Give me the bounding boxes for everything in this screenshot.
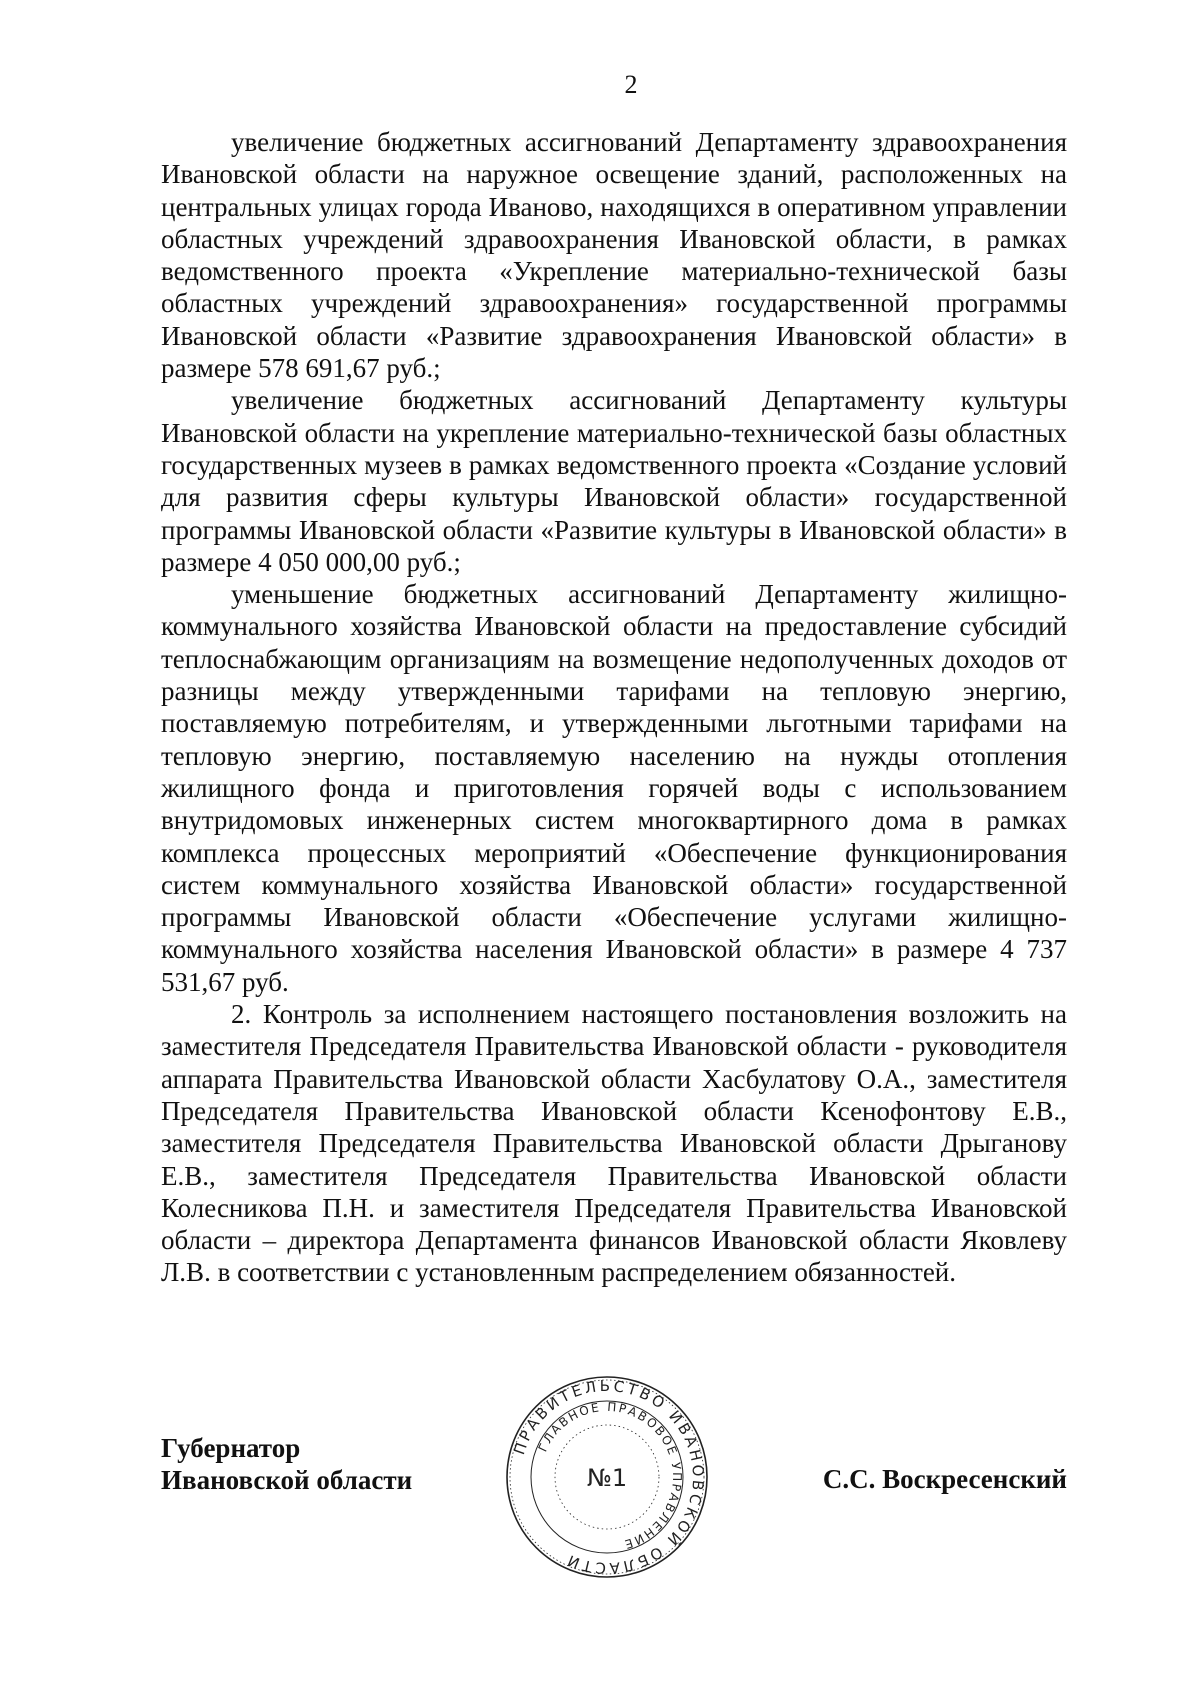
stamp-outer-text: ПРАВИТЕЛЬСТВО ИВАНОВСКОЙ ОБЛАСТИ — [510, 1376, 708, 1578]
paragraph-housing-funding: уменьшение бюджетных ассигнований Департаменту жилищно-коммунального хозяйства Ивановской области на предоставление субсидий теплоснабжающим организациям на возмещение недополученных доходов от разницы между утвержденными тарифами на тепловую энергию, поставляемую потребителям, и утвержденными льготными тарифами на тепловую энергию, поставляемую населению на нужды отопления жилищного фонда и приготовления горячей воды с использованием внутридомовых инженерных систем многоквартирного дома в рамках комплекса процессных мероприятий «Обеспечение функционирования систем коммунального хозяйства Ивановской области» государственной программы Ивановской области «Обеспечение услугами жилищно-коммунального хозяйства населения Ивановской области» в размере 4 737 531,67 руб. — [161, 579, 1067, 997]
signatory-title — [161, 1432, 412, 1496]
official-stamp — [502, 1372, 712, 1582]
signatory-title-line-2: Ивановской области — [161, 1465, 413, 1495]
stamp-inner-text: ГЛАВНОЕ ПРАВОВОЕ УПРАВЛЕНИЕ — [535, 1399, 685, 1552]
signatory-name: С.С. Воскресенский — [822, 1464, 1067, 1494]
paragraph-control: 2. Контроль за исполнением настоящего постановления возложить на заместителя Председателя Правительства Ивановской области - руководителя аппарата Правительства Ивановской области Хасбулатову О.А., заместителя Председателя Правительства Ивановской области Ксенофонтову Е.В., заместителя Председателя Правительства Ивановской области Дрыганову Е.В., заместителя Председателя Правительства Ивановской области Колесникова П.Н. и заместителя Председателя Правительства Ивановской области – директора Департамента финансов Ивановской области Яковлеву Л.В. в соответствии с установленным распределением обязанностей. — [161, 999, 1067, 1288]
paragraph-health-funding: увеличение бюджетных ассигнований Департаменту здравоохранения Ивановской области на наружное освещение зданий, расположенных на центральных улицах города Иваново, находящихся в оперативном управлении областных учреждений здравоохранения Ивановской области, в рамках ведомственного проекта «Укрепление материально-технической базы областных учреждений здравоохранения» государственной программы Ивановской области «Развитие здравоохранения Ивановской области» в размере 578 691,67 руб.; — [161, 127, 1067, 384]
signatory-title-line-1: Губернатор — [161, 1433, 301, 1463]
page-number: 2 — [624, 70, 638, 99]
paragraph-culture-funding: увеличение бюджетных ассигнований Департаменту культуры Ивановской области на укрепление материально-технической базы областных государственных музеев в рамках ведомственного проекта «Создание условий для развития сферы культуры Ивановской области» государственной программы Ивановской области «Развитие культуры в Ивановской области» в размере 4 050 000,00 руб.; — [161, 385, 1067, 577]
document-body — [161, 126, 1067, 1289]
stamp-number: №1 — [586, 1464, 628, 1492]
